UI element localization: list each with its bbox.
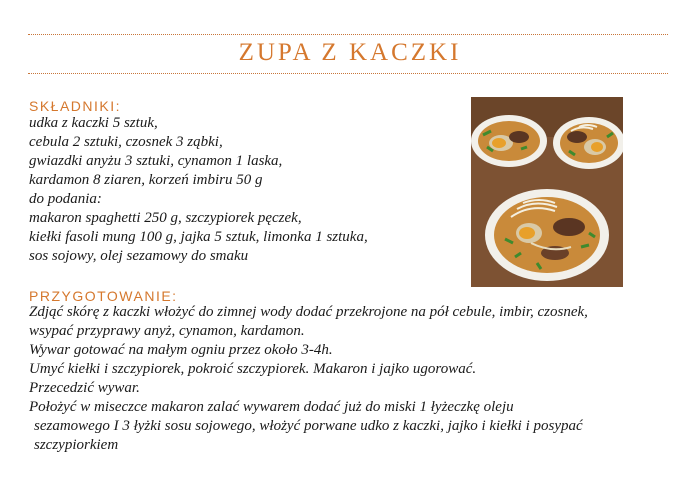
ingredients-heading: SKŁADNIKI: xyxy=(29,98,122,114)
preparation-line: szczypiorkiem xyxy=(34,437,119,453)
preparation-line: Zdjąć skórę z kaczki włożyć do zimnej wody dodać przekrojone na pół cebule, imbir, czosnek, xyxy=(29,304,588,320)
top-divider xyxy=(28,34,668,35)
preparation-line: Wywar gotować na małym ogniu przez około 3-4h. xyxy=(29,342,333,358)
ingredient-line: kardamon 8 ziaren, korzeń imbiru 50 g xyxy=(29,172,263,188)
soup-photo xyxy=(471,97,623,287)
ingredients-list xyxy=(29,114,459,266)
ingredient-line: do podania: xyxy=(29,191,102,207)
preparation-heading: PRZYGOTOWANIE: xyxy=(29,288,178,304)
ingredient-line: udka z kaczki 5 sztuk, xyxy=(29,115,158,131)
ingredient-line: kiełki fasoli mung 100 g, jajka 5 sztuk, limonka 1 sztuka, xyxy=(29,229,368,245)
preparation-steps xyxy=(29,303,679,455)
preparation-line: Umyć kiełki i szczypiorek, pokroić szczypiorek. Makaron i jajko ugorować. xyxy=(29,361,477,377)
preparation-line: sezamowego I 3 łyżki sosu sojowego, włożyć porwane udko z kaczki, jajko i kiełki i posypać xyxy=(34,418,583,434)
preparation-line: Przecedzić wywar. xyxy=(29,380,140,396)
bottom-divider xyxy=(28,73,668,74)
ingredient-line: cebula 2 sztuki, czosnek 3 ząbki, xyxy=(29,134,223,150)
ingredient-line: sos sojowy, olej sezamowy do smaku xyxy=(29,248,249,264)
recipe-title: ZUPA Z KACZKI xyxy=(238,39,462,66)
preparation-line: wsypać przyprawy anyż, cynamon, kardamon. xyxy=(29,323,305,339)
ingredient-line: gwiazdki anyżu 3 sztuki, cynamon 1 laska, xyxy=(29,153,283,169)
ingredient-line: makaron spaghetti 250 g, szczypiorek pęczek, xyxy=(29,210,302,226)
preparation-line: Położyć w miseczce makaron zalać wywarem dodać już do miski 1 łyżeczkę oleju xyxy=(29,399,514,415)
soup-bowls-illustration xyxy=(471,97,623,287)
